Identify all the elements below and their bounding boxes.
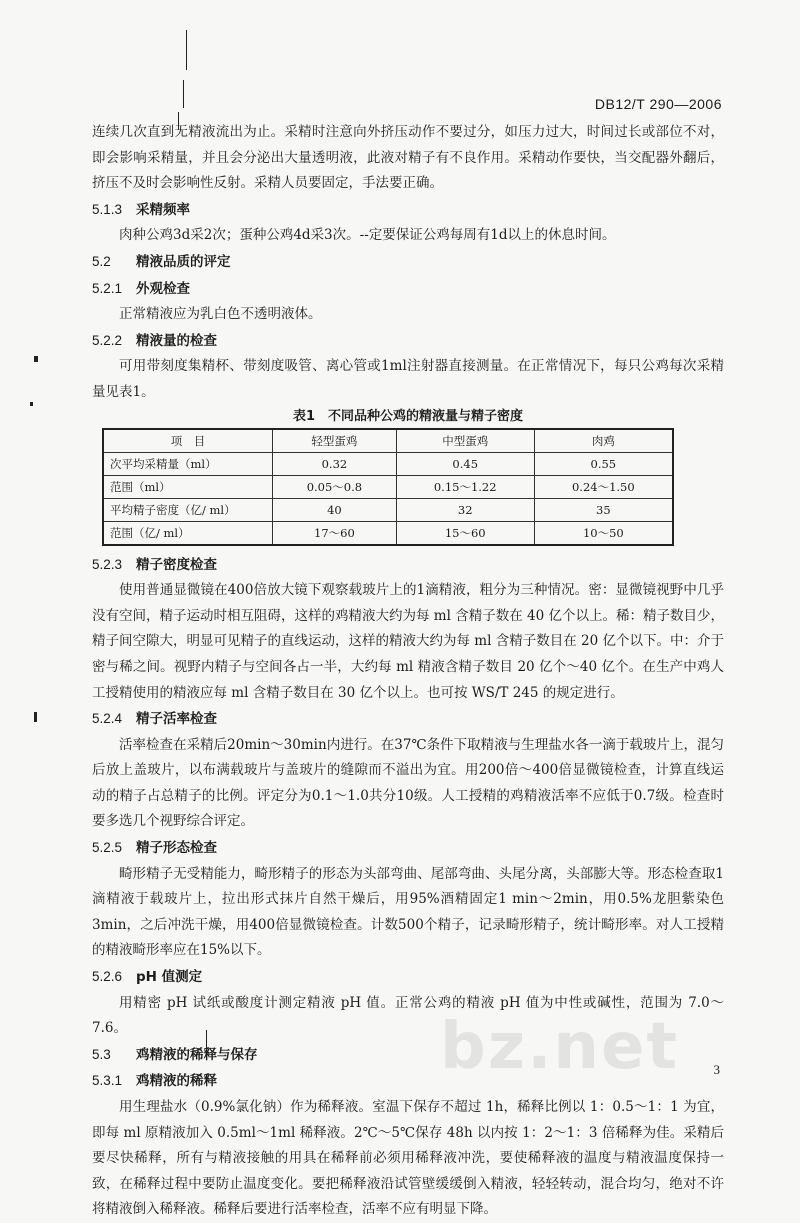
paragraph-5-2-4: 活率检查在采精后20min～30min内进行。在37℃条件下取精液与生理盐水各一滴于载玻片上，混匀后放上盖玻片，以布满载玻片与盖玻片的缝隙而不溢出为宜。用200倍～400倍显微镜检查，计算直线运动的精子占总精子的比例。评定分为0.1～1.0共分10级。人工授精的鸡精液活率不应低于0.7级。检查时要多选几个视野综合评定。 [92,736,724,830]
table-cell: 次平均采精量（ml） [103,452,273,475]
section-title: 精子形态检查 [136,840,217,857]
paragraph-5-2-5: 畸形精子无受精能力，畸形精子的形态为头部弯曲、尾部弯曲、头尾分离，头部膨大等。形态检查取1滴精液于载玻片上，拉出形式抹片自然干燥后，用95%酒精固定1 min～2min，用0.5%龙胆紫染色3min，之后冲洗干燥，用400倍显微镜检查。计数500个精子，记录畸形精子，统计畸形率。对人工授精的精液畸形率应在15%以下。 [92,865,724,959]
section-heading-5-2-2 [92,328,724,355]
section-heading-5-2-4 [92,706,724,733]
paragraph-5-2-1: 正常精液应为乳白色不透明液体。 [119,306,322,323]
table-cell: 平均精子密度（亿/ ml） [103,498,273,521]
section-number: 5.2.3 [92,556,123,572]
section-number: 5.2.1 [92,280,123,296]
table-cell: 35 [534,498,673,521]
table-header-cell: 项 目 [103,429,273,453]
section-title: 精液量的检查 [136,332,217,349]
table-cell: 17～60 [273,521,397,545]
paragraph-5-2-3: 使用普通显微镜在400倍放大镜下观察载玻片上的1滴精液，粗分为三种情况。密：显微镜视野中几乎没有空间，精子运动时相互阻碍，这样的鸡精液大约为每 ml 含精子数在 40 亿个以上。稀：精子数目少，精子间空隙大，明显可见精子的直线运动，这样的精液大约为每 ml 含精子数目在 20 亿个以下。中：介于密与稀之间。视野内精子与空间各占一半，大约每 ml 精液含精子数目 20 亿个～40 亿个。在生产中鸡人工授精使用的精液应每 ml 含精子数目在 30 亿个以上。也可按 WS/T 245 的规定进行。 [92,582,724,701]
section-number: 5.2.2 [92,332,123,348]
paragraph-5-2-2: 可用带刻度集精杯、带刻度吸管、离心管或1ml注射器直接测量。在正常情况下，每只公鸡每次采精量见表1。 [92,358,724,400]
table-header-cell: 肉鸡 [534,429,673,453]
semen-table [102,428,674,546]
section-heading-5-2-3 [92,552,724,579]
table-cell: 范围（亿/ ml） [103,521,273,545]
table-cell: 0.55 [534,452,673,475]
section-heading-5-1-3 [92,197,724,224]
section-title: 采精频率 [136,201,190,218]
table-cell: 0.05～0.8 [273,475,397,498]
paragraph-5-3-1: 用生理盐水（0.9%氯化钠）作为稀释液。室温下保存不超过 1h，稀释比例以 1：0.5～1：1 为宜，即每 ml 原精液加入 0.5ml～1ml 稀释液。2℃～5℃保存 48h 以内按 1：2～1：3 倍稀释为佳。采精后要尽快稀释，所有与精液接触的用具在稀释前必须用稀释液冲洗，要使稀释液的温度与精液温度保持一致，在稀释过程中要防止温度变化。要把稀释液沿试管壁缓缓倒入精液，轻轻转动，混合均匀，绝对不许将精液倒入稀释液。稀释后要进行活率检查，活率不应有明显下降。 [92,1099,724,1218]
table-row [103,452,673,475]
section-number: 5.3 [92,1046,111,1062]
scan-mark [183,80,184,108]
table-cell: 40 [273,498,397,521]
table-cell: 0.45 [396,452,534,475]
section-heading-5-2-6 [92,964,724,991]
section-heading-5-2-1 [92,276,724,303]
scan-mark [30,402,33,406]
section-number: 5.1.3 [92,201,123,217]
table-cell: 15～60 [396,521,534,545]
scan-mark [186,30,187,70]
section-title: 精子活率检查 [136,711,217,728]
table-cell: 32 [396,498,534,521]
table-cell: 范围（ml） [103,475,273,498]
table-row [103,521,673,545]
table-cell: 0.15～1.22 [396,475,534,498]
section-title: 鸡精液的稀释与保存 [136,1046,258,1063]
section-heading-5-2 [92,249,724,276]
section-title: pH 值测定 [136,969,203,986]
table-cell: 0.24～1.50 [534,475,673,498]
table-cell: 0.32 [273,452,397,475]
table-row [103,475,673,498]
scan-mark [34,356,38,362]
table-header-cell: 中型蛋鸡 [396,429,534,453]
table-cell: 10～50 [534,521,673,545]
section-title: 外观检查 [136,280,190,297]
paragraph-5-2-6: 用精密 pH 试纸或酸度计测定精液 pH 值。正常公鸡的精液 pH 值为中性或碱性，范围为 7.0～7.6。 [92,994,724,1037]
section-number: 5.2.5 [92,840,123,856]
section-title: 精子密度检查 [136,556,217,573]
paragraph-intro: 连续几次直到无精液流出为止。采精时注意向外挤压动作不要过分，如压力过大，时间过长或部位不对，即会影响采精量，并且会分泌出大量透明液，此液对精子有不良作用。采精动作要快，当交配器外翻后，挤压不及时会影响性反射。采精人员要固定，手法要正确。 [92,124,724,192]
scan-mark [34,712,37,722]
document-code: DB12/T 290—2006 [594,96,722,112]
watermark: bz.net [440,1010,679,1084]
section-title: 鸡精液的稀释 [136,1073,217,1090]
section-number: 5.3.1 [92,1073,123,1089]
section-number: 5.2 [92,253,111,269]
table-row [103,498,673,521]
section-number: 5.2.6 [92,969,123,985]
section-number: 5.2.4 [92,711,123,727]
table-caption: 表1 不同品种公鸡的精液量与精子密度 [292,408,524,424]
section-title: 精液品质的评定 [136,253,231,270]
table-header-cell: 轻型蛋鸡 [273,429,397,453]
paragraph-5-1-3: 肉种公鸡3d采2次；蛋种公鸡4d采3次。--定要保证公鸡每周有1d以上的休息时间。 [119,227,616,244]
page-number: 3 [713,1062,720,1077]
table-header-row [103,429,673,453]
section-heading-5-2-5 [92,835,724,862]
